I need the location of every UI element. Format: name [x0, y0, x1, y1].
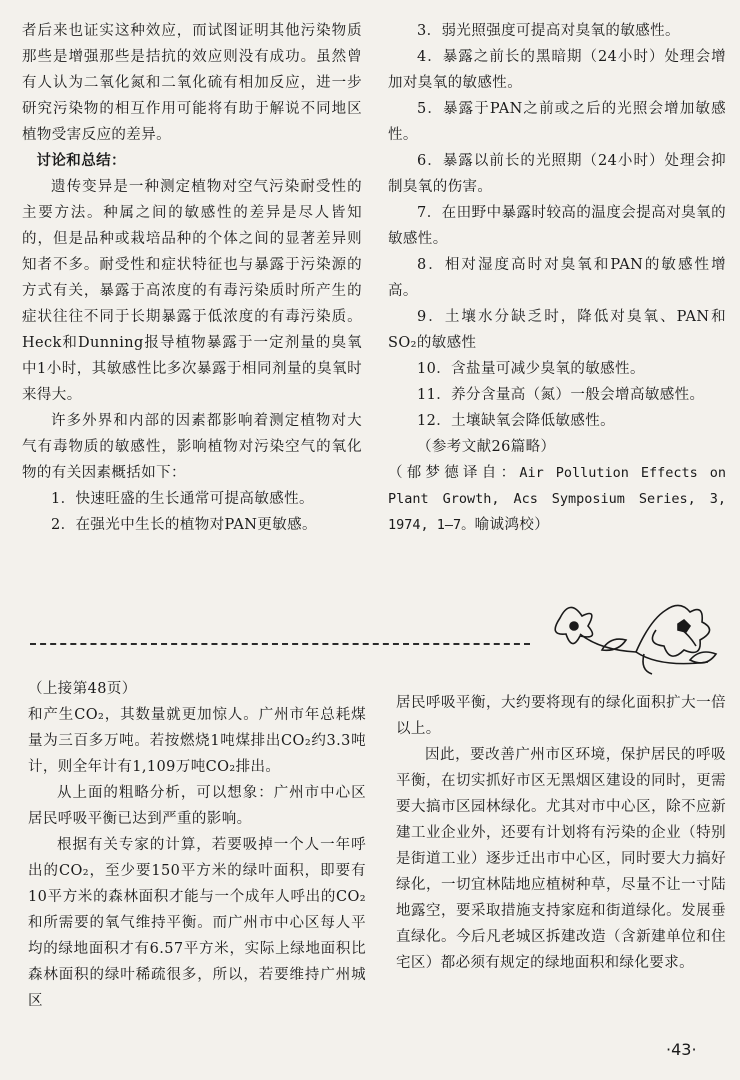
bottom-right-column — [396, 690, 726, 976]
section-heading: 讨论和总结： — [36, 152, 126, 169]
paragraph: 遗传变异是一种测定植物对空气污染耐受性的主要方法。种属之间的敏感性的差异是尽人皆知的，但是品种或栽培品种的个体之间的显著差异则知者不多。耐受性和症状特征也与暴露于污染源的方式有关，暴露于高浓度的有毒污染质时所产生的症状往往不同于长期暴露于低浓度的有毒污染质。Heck和Dunning报导植物暴露于一定剂量的臭氧中1小时，其敏感性比多次暴露于相同剂量的臭氧时来得大。 — [22, 179, 362, 403]
paragraph: 者后来也证实这种效应，而试图证明其他污染物质那些是增强那些是拮抗的效应则没有成功。虽然曾有人认为二氧化氮和二氧化硫有相加反应，进一步研究污染物的相互作用可能将有助于解说不同地区植物受害反应的差异。 — [22, 23, 362, 143]
list-item: 6．暴露以前长的光照期（24小时）处理会抑制臭氧的伤害。 — [388, 153, 726, 195]
list-item: 8．相对湿度高时对臭氧和PAN的敏感性增高。 — [388, 257, 726, 299]
list-item: 11．养分含量高（氮）一般会增高敏感性。 — [417, 387, 705, 403]
top-left-column — [22, 18, 362, 538]
list-item: 2．在强光中生长的植物对PAN更敏感。 — [51, 517, 317, 533]
list-item: 4．暴露之前长的黑暗期（24小时）处理会增加对臭氧的敏感性。 — [388, 49, 726, 91]
continuation-note: （上接第48页） — [28, 681, 137, 697]
page-number: ·43· — [666, 1040, 697, 1059]
list-item: 10．含盐量可减少臭氧的敏感性。 — [417, 361, 645, 377]
bottom-left-column — [28, 676, 366, 1014]
proofreader: 喻诚鸿校） — [474, 517, 550, 533]
paragraph: 从上面的粗略分析，可以想象：广州市中心区居民呼吸平衡已达到严重的影响。 — [28, 785, 366, 827]
list-item: 9．土壤水分缺乏时，降低对臭氧、PAN和SO₂的敏感性 — [388, 309, 726, 351]
paragraph: 因此，要改善广州市区环境，保护居民的呼吸平衡，在切实抓好市区无黑烟区建设的同时，更需要大搞市区园林绿化。尤其对市中心区，除不应新建工业企业外，还要有计划将有污染的企业（特别是街道工业）逐步迁出市中心区，同时要大力搞好绿化，一切宜林陆地应植树种草，尽量不让一寸陆地露空，要采取措施支持家庭和街道绿化。发展垂直绿化。今后凡老城区拆建改造（含新建单位和住宅区）都必须有规定的绿地面积和绿化要求。 — [396, 747, 726, 971]
translation-credit — [388, 460, 726, 538]
paragraph: 居民呼吸平衡，大约要将现有的绿化面积扩大一倍以上。 — [396, 695, 726, 737]
top-right-column — [388, 18, 726, 538]
list-item: 3．弱光照强度可提高对臭氧的敏感性。 — [417, 23, 680, 39]
section-divider — [30, 643, 530, 645]
source-citation: Air Pollution Effects on Plant Growth, Acs Symposium Series, 3, 1974, 1—7。 — [388, 465, 726, 533]
translator-prefix: （郁梦德译自： — [388, 465, 520, 481]
paragraph: 和产生CO₂，其数量就更加惊人。广州市年总耗煤量为三百多万吨。若按燃烧1吨煤排出CO₂约3.3吨计，则全年计有1,109万吨CO₂排出。 — [28, 707, 366, 775]
paragraph: 许多外界和内部的因素都影响着测定植物对大气有毒物质的敏感性，影响植物对污染空气的氧化物的有关因素概括如下： — [22, 413, 362, 481]
flower-illustration-icon — [540, 590, 730, 680]
list-item: 1．快速旺盛的生长通常可提高敏感性。 — [51, 491, 314, 507]
list-item: 7．在田野中暴露时较高的温度会提高对臭氧的敏感性。 — [388, 205, 726, 247]
paragraph: 根据有关专家的计算，若要吸掉一个人一年呼出的CO₂，至少要150平方米的绿叶面积，即要有10平方米的森林面积才能与一个成年人呼出的CO₂和所需要的氧气维持平衡。而广州市中心区每人平均的绿地面积才有6.57平方米，实际上绿地面积比森林面积的绿叶稀疏很多，所以，若要维持广州城区 — [28, 837, 366, 1009]
list-item: 5．暴露于PAN之前或之后的光照会增加敏感性。 — [388, 101, 726, 143]
list-item: 12．土壤缺氧会降低敏感性。 — [417, 413, 616, 429]
reference-note: （参考文献26篇略） — [417, 439, 556, 455]
